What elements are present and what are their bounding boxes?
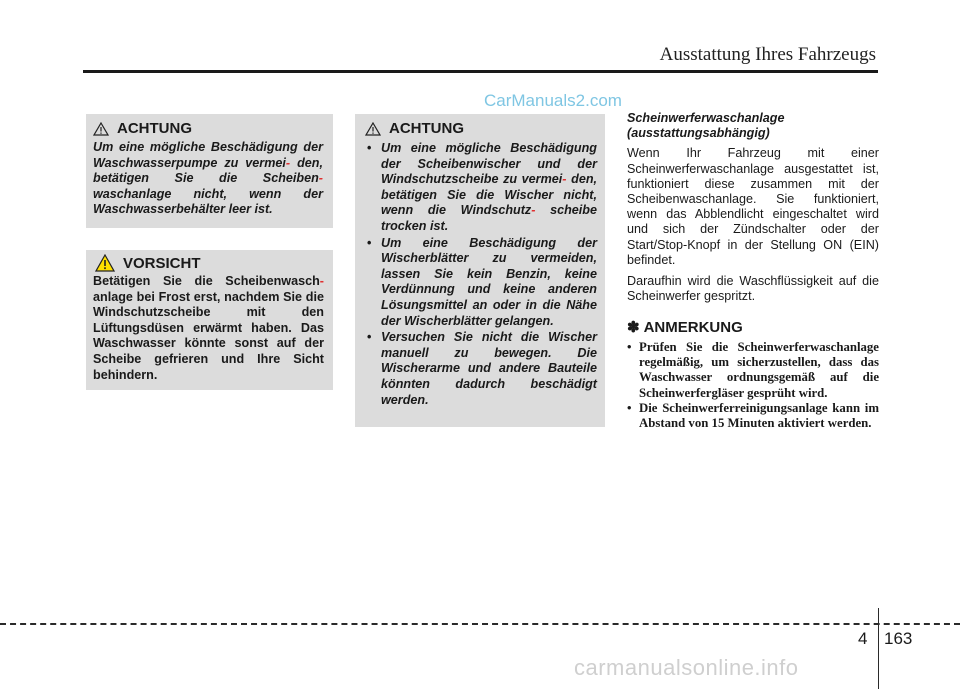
- list-item-text: Um eine mögliche Beschädigung der Scheibenwischer und der Windschutzscheibe zu vermei: [381, 141, 597, 187]
- hyphen-mark: -: [285, 155, 291, 170]
- achtung-text: [93, 140, 323, 218]
- watermark-bottom[interactable]: carmanualsonline.info: [574, 655, 799, 680]
- vorsicht-heading: [95, 254, 324, 272]
- header-rule: [83, 70, 878, 73]
- caution-triangle-icon: [93, 122, 109, 136]
- section-title-line: Scheinwerferwaschanlage: [627, 111, 785, 125]
- note-list: [627, 340, 879, 432]
- achtung-text-part: waschanlage nicht, wenn der Waschwasserbehälter leer ist.: [93, 186, 323, 217]
- list-item-text: scheibe trocken ist.: [381, 203, 597, 233]
- asterisk-icon: ✽: [627, 319, 640, 337]
- caution-triangle-icon: [365, 122, 381, 136]
- achtung-title: ACHTUNG: [117, 120, 192, 137]
- footer-vertical-rule: [878, 608, 879, 689]
- chapter-number: 4: [858, 629, 868, 648]
- warning-triangle-icon: [95, 254, 115, 272]
- list-item: • Um eine Beschädigung der Wischerblätter zu vermeiden, lassen Sie kein Benzin, keine Verdünnung und keine anderen Lösungsmittel an oder in die Nähe der Wischerblätter gelangen.: [365, 236, 597, 330]
- section-title-line: (ausstattungsabhängig): [627, 126, 770, 141]
- hyphen-mark: -: [562, 172, 567, 187]
- list-item: • Die Scheinwerferreinigungsanlage kann im Abstand von 15 Minuten aktiviert werden.: [627, 401, 879, 432]
- vorsicht-text-part: Betätigen Sie die Scheibenwasch: [93, 274, 320, 288]
- achtung-box-wiper: [355, 114, 605, 427]
- list-item: • Prüfen Sie die Scheinwerferwaschanlage regelmäßig, um sicherzustellen, dass das Waschwasser ordnungsgemäß auf die Scheinwerfergläser gesprüht wird.: [627, 340, 879, 401]
- achtung-text-part: Um eine mögliche Beschädigung der Waschwasserpumpe zu vermei: [93, 140, 323, 170]
- hyphen-mark: -: [319, 274, 324, 288]
- achtung-title: ACHTUNG: [389, 120, 464, 137]
- watermark-top[interactable]: CarManuals2.com: [484, 91, 622, 110]
- achtung-box-pump: [86, 114, 333, 228]
- hyphen-mark: -: [531, 203, 536, 218]
- achtung-list: [365, 141, 597, 408]
- list-item: • Versuchen Sie nicht die Wischer manuell zu bewegen. Die Wischerarme und andere Bauteile könnten dadurch beschädigt werden.: [365, 330, 597, 408]
- vorsicht-title: VORSICHT: [123, 254, 201, 272]
- vorsicht-box: [86, 250, 333, 390]
- note-heading: [627, 320, 879, 335]
- list-item: [365, 141, 597, 235]
- page-number: 163: [884, 629, 913, 648]
- vorsicht-text-part: anlage bei Frost erst, nachdem Sie die Windschutzscheibe mit den Lüftungsdüsen erwärmt haben. Das Waschwasser könnte sonst auf der Scheibe gefrieren und Ihre Sicht behindern.: [93, 289, 324, 382]
- section-paragraph: Daraufhin wird die Waschflüssigkeit auf die Scheinwerfer gespritzt.: [627, 274, 879, 304]
- section-title: [627, 111, 879, 141]
- headlamp-washer-section: [627, 111, 879, 431]
- section-paragraph: Wenn Ihr Fahrzeug mit einer Scheinwerferwaschanlage ausgestattet ist, funktioniert diese zusammen mit der Scheibenwaschanlage. Sie funktioniert, wenn das Abblendlicht eingeschaltet wird und sich der Zündschalter oder der Start/Stop-Knopf in der Stellung ON (EIN) befindet.: [627, 146, 879, 267]
- hyphen-mark: -: [318, 171, 323, 186]
- achtung-heading: [365, 120, 597, 137]
- footer-divider: [0, 623, 960, 625]
- note-title: ANMERKUNG: [643, 319, 743, 337]
- list-item-text: den, betätigen Sie die Wischer nicht, wenn die Windschutz: [381, 172, 598, 218]
- header-title: Ausstattung Ihres Fahrzeugs: [659, 44, 876, 65]
- vorsicht-text: [93, 274, 324, 383]
- achtung-text-part: den, betätigen Sie die Scheiben: [93, 155, 323, 186]
- achtung-heading: [93, 120, 323, 137]
